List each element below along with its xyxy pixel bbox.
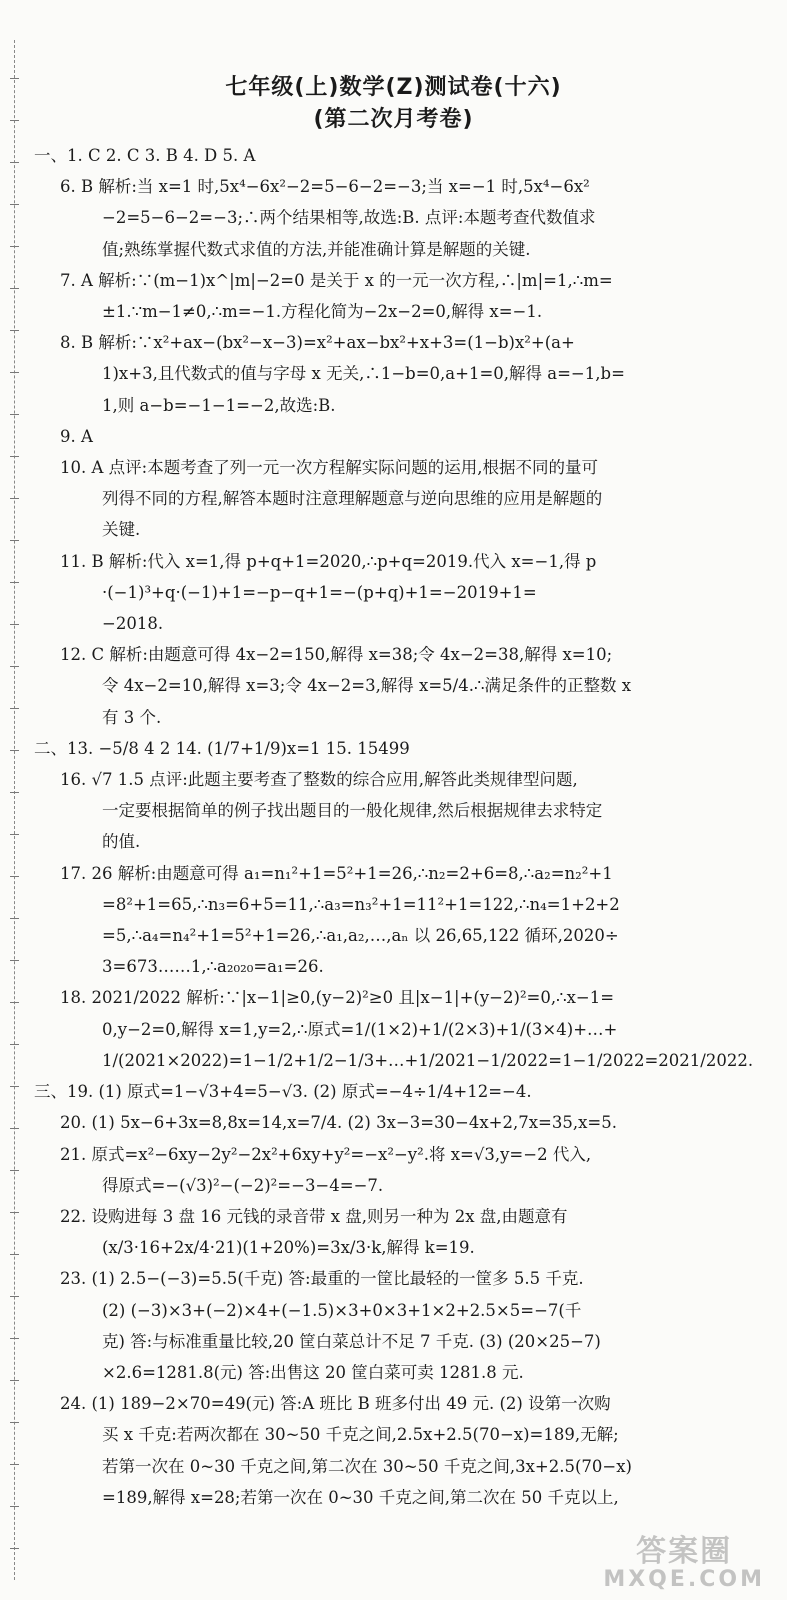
page-header [0,72,787,136]
answer-line: =8²+1=65,∴n₃=6+5=11,∴a₃=n₃²+1=11²+1=122,∴n₄=1+2+2 [102,894,620,914]
answer-line: 得原式=−(√3)²−(−2)²=−3−4=−7. [102,1175,384,1195]
answer-line: 二、13. −5/8 4 2 14. (1/7+1/9)x=1 15. 15499 [34,738,410,758]
answer-line: 23. (1) 2.5−(−3)=5.5(千克) 答:最重的一筐比最轻的一筐多 5.5 千克. [60,1269,584,1289]
answer-line: (x/3·16+2x/4·21)(1+20%)=3x/3·k,解得 k=19. [102,1238,475,1258]
answer-line: 6. B 解析:当 x=1 时,5x⁴−6x²−2=5−6−2=−3;当 x=−1 时,5x⁴−6x² [60,177,590,197]
answer-line: 一定要根据简单的例子找出题目的一般化规律,然后根据规律去求特定 [102,801,603,821]
answer-line: 12. C 解析:由题意可得 4x−2=150,解得 x=38;令 4x−2=38,解得 x=10; [60,645,613,665]
answer-line: 8. B 解析:∵x²+ax−(bx²−x−3)=x²+ax−bx²+x+3=(1−b)x²+(a+ [60,333,575,353]
answer-line: 若第一次在 0~30 千克之间,第二次在 30~50 千克之间,3x+2.5(70−x) [102,1456,632,1476]
watermark-logo [603,1536,765,1592]
answer-line: 16. √7 1.5 点评:此题主要考查了整数的综合应用,解答此类规律型问题, [60,770,578,790]
answer-line: 关键. [102,520,141,540]
page-title: 七年级(上)数学(Z)测试卷(十六) [225,75,562,100]
answer-line: ±1.∵m−1≠0,∴m=−1.方程化简为−2x−2=0,解得 x=−1. [102,302,543,322]
answer-line: 10. A 点评:本题考查了列一元一次方程解实际问题的运用,根据不同的量可 [60,458,598,478]
answer-line: −2018. [102,614,164,634]
answer-line: 值;熟练掌握代数式求值的方法,并能准确计算是解题的关键. [102,239,531,259]
page-subtitle: (第二次月考卷) [313,107,474,132]
answer-line: ×2.6=1281.8(元) 答:出售这 20 筐白菜可卖 1281.8 元. [102,1362,524,1382]
answer-line: 列得不同的方程,解答本题时注意理解题意与逆向思维的应用是解题的 [102,489,603,509]
answer-line: (2) (−3)×3+(−2)×4+(−1.5)×3+0×3+1×2+2.5×5=−7(千 [102,1300,582,1320]
answer-line: 22. 设购进每 3 盘 16 元钱的录音带 x 盘,则另一种为 2x 盘,由题意有 [60,1206,568,1226]
answer-line: 24. (1) 189−2×70=49(元) 答:A 班比 B 班多付出 49 元. (2) 设第一次购 [60,1394,611,1414]
answer-line: 1,则 a−b=−1−1=−2,故选:B. [102,395,336,415]
answer-line: 7. A 解析:∵(m−1)x^|m|−2=0 是关于 x 的一元一次方程,∴|m|=1,∴m= [60,270,613,290]
answer-line: =189,解得 x=28;若第一次在 0~30 千克之间,第二次在 50 千克以上, [102,1487,619,1507]
answer-line: 克) 答:与标准重量比较,20 筐白菜总计不足 7 千克. (3) (20×25−7) [102,1331,601,1351]
answer-line: 18. 2021/2022 解析:∵|x−1|≥0,(y−2)²≥0 且|x−1|+(y−2)²=0,∴x−1= [60,988,615,1008]
answer-line: 令 4x−2=10,解得 x=3;令 4x−2=3,解得 x=5/4.∴满足条件的正整数 x [102,676,632,696]
answer-line: 三、19. (1) 原式=1−√3+4=5−√3. (2) 原式=−4÷1/4+12=−4. [34,1082,532,1102]
answer-line: =5,∴a₄=n₄²+1=5²+1=26,∴a₁,a₂,…,aₙ 以 26,65,122 循环,2020÷ [102,926,619,946]
answer-line: 0,y−2=0,解得 x=1,y=2,∴原式=1/(1×2)+1/(2×3)+1/(3×4)+…+ [102,1019,618,1039]
answer-line: ·(−1)³+q·(−1)+1=−p−q+1=−(p+q)+1=−2019+1= [102,582,537,602]
watermark-text-top: 答案圈 [636,1534,733,1569]
answer-line: 11. B 解析:代入 x=1,得 p+q+1=2020,∴p+q=2019.代入 x=−1,得 p [60,551,597,571]
answer-line: 17. 26 解析:由题意可得 a₁=n₁²+1=5²+1=26,∴n₂=2+6=8,∴a₂=n₂²+1 [60,863,613,883]
answer-line: 的值. [102,832,141,852]
answer-line: 一、1. C 2. C 3. B 4. D 5. A [34,146,256,165]
binding-margin-line [14,40,16,1580]
answer-line: −2=5−6−2=−3;∴两个结果相等,故选:B. 点评:本题考查代数值求 [102,208,596,228]
answer-line: 1)x+3,且代数式的值与字母 x 无关,∴1−b=0,a+1=0,解得 a=−1,b= [102,364,625,384]
answer-content [34,140,765,1513]
answer-line: 20. (1) 5x−6+3x=8,8x=14,x=7/4. (2) 3x−3=30−4x+2,7x=35,x=5. [60,1113,617,1133]
answer-line: 3=673……1,∴a₂₀₂₀=a₁=26. [102,957,324,977]
watermark-text-bottom: MXQE.COM [603,1567,765,1592]
answer-line: 买 x 千克:若两次都在 30~50 千克之间,2.5x+2.5(70−x)=189,无解; [102,1425,619,1445]
answer-line: 有 3 个. [102,707,162,727]
answer-line: 9. A [60,426,93,446]
answer-line: 1/(2021×2022)=1−1/2+1/2−1/3+…+1/2021−1/2022=1−1/2022=2021/2022. [102,1050,754,1070]
answer-line: 21. 原式=x²−6xy−2y²−2x²+6xy+y²=−x²−y².将 x=√3,y=−2 代入, [60,1144,592,1164]
